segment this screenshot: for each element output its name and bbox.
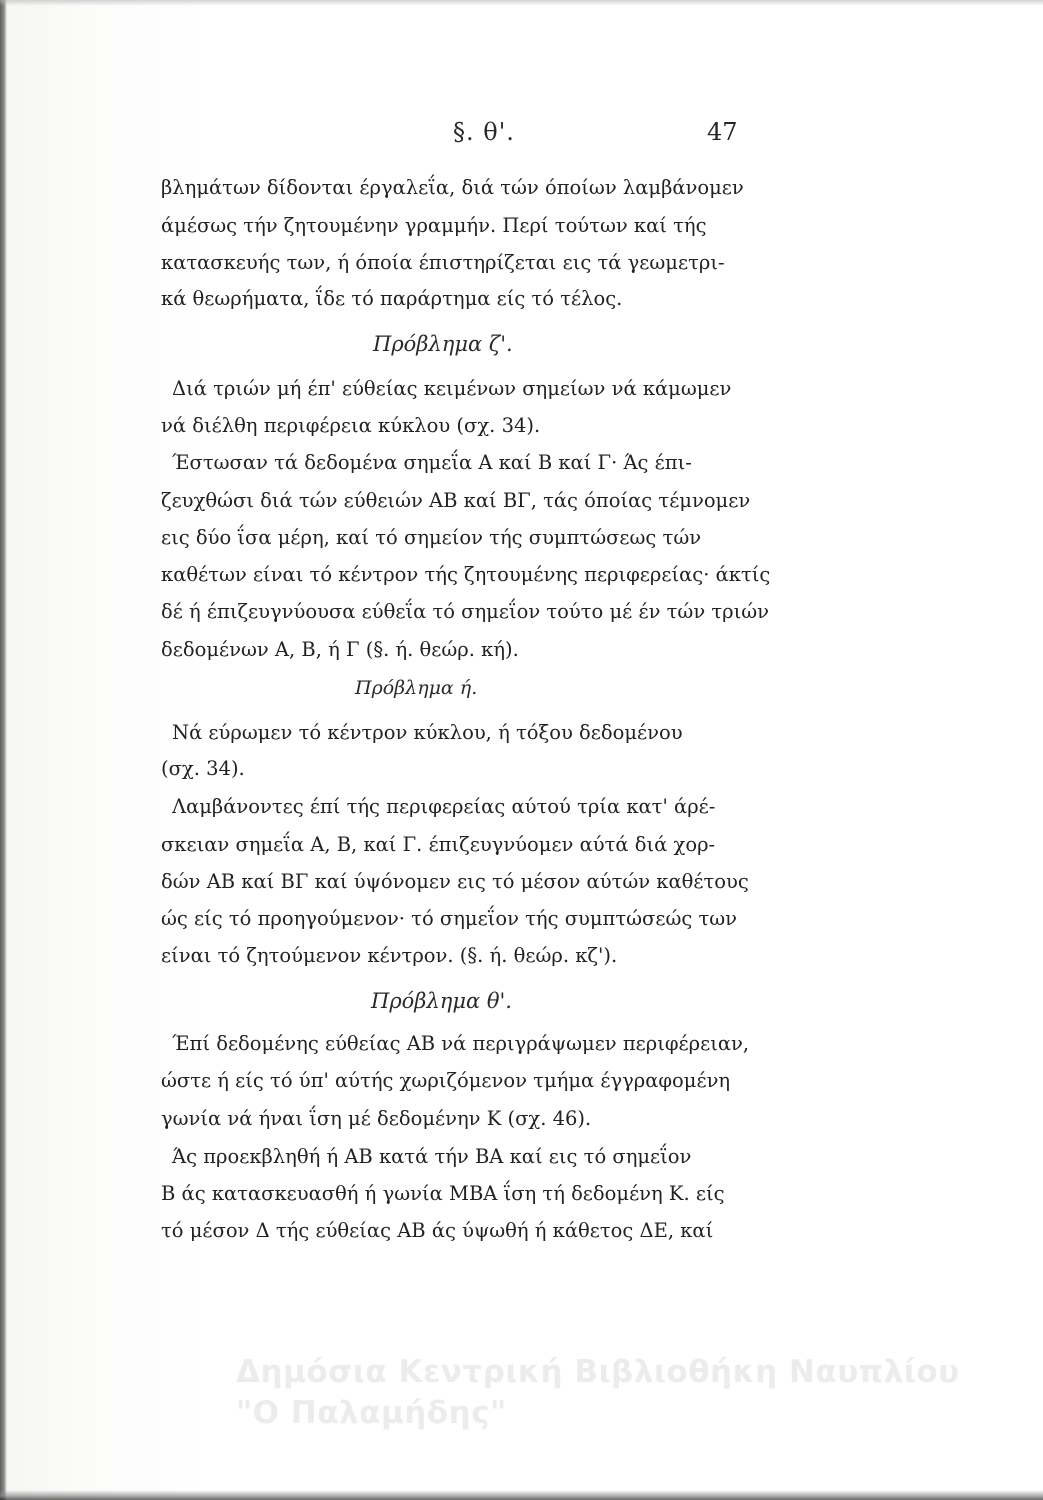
text-line: δέ ή έπιζευγνύουσα εύθεΐα τό σημεΐον τούτο μέ έν τών τριών [161, 600, 770, 623]
text-line: ώστε ή είς τό ύπ' αύτής χωριζόμενον τμήμα έγγραφομένη [161, 1069, 731, 1092]
text-line: εις δύο ΐσα μέρη, καί τό σημείον τής συμπτώσεως τών [161, 526, 702, 549]
text-line: ώς είς τό προηγούμενον· τό σημεΐον τής συμπτώσεώς των [161, 907, 738, 930]
text-line: Έπί δεδομένης εύθείας ΑΒ νά περιγράψωμεν περιφέρειαν, [172, 1032, 750, 1055]
text-line: νά διέλθη περιφέρεια κύκλου (σχ. 34). [161, 414, 541, 437]
text-line: Νά εύρωμεν τό κέντρον κύκλου, ή τόξου δεδομένου [172, 721, 683, 744]
page-edge-shadow-bottom [0, 1490, 1043, 1500]
page-number: 47 [707, 118, 738, 146]
text-line: κά θεωρήματα, ΐδε τό παράρτημα είς τό τέλος. [161, 287, 623, 310]
text-line: βλημάτων δίδονται έργαλεΐα, διά τών όποίων λαμβάνομεν [161, 176, 744, 199]
problem-heading-8: Πρόβλημα ή. [355, 677, 478, 699]
text-line: τό μέσον Δ τής εύθείας ΑΒ άς ύψωθή ή κάθετος ΔΕ, καί [161, 1219, 714, 1242]
text-line: είναι τό ζητούμενον κέντρον. (§. ή. θεώρ. κζ'). [161, 944, 618, 967]
text-line: Β άς κατασκευασθή ή γωνία ΜΒΑ ΐση τή δεδομένη Κ. είς [161, 1182, 725, 1205]
text-line: γωνία νά ήναι ΐση μέ δεδομένην Κ (σχ. 46). [161, 1107, 592, 1130]
text-line: δεδομένων Α, Β, ή Γ (§. ή. θεώρ. κή). [161, 638, 519, 661]
text-line: Άς προεκβληθή ή ΑΒ κατά τήν ΒΑ καί εις τό σημεΐον [172, 1145, 692, 1168]
text-line: (σχ. 34). [161, 757, 245, 780]
page-edge-shadow-left [0, 0, 7, 1500]
text-line: σκειαν σημεΐα Α, Β, καί Γ. έπιζευγνύομεν αύτά διά χορ- [161, 833, 716, 856]
text-line: Διά τριών μή έπ' εύθείας κειμένων σημείων νά κάμωμεν [172, 377, 732, 400]
text-line: άμέσως τήν ζητουμένην γραμμήν. Περί τούτων καί τής [161, 214, 707, 237]
section-marker: §. θ'. [453, 118, 515, 146]
text-line: καθέτων είναι τό κέντρον τής ζητουμένης περιφερείας· άκτίς [161, 563, 771, 586]
text-line: Έστωσαν τά δεδομένα σημεΐα Α καί Β καί Γ· Άς έπι- [172, 451, 692, 474]
text-line: δών ΑΒ καί ΒΓ καί ύψόνομεν εις τό μέσον αύτών καθέτους [161, 870, 749, 893]
watermark-line-1: Δημόσια Κεντρική Βιβλιοθήκη Ναυπλίου [236, 1354, 960, 1390]
page-edge-shadow-top [0, 0, 1043, 6]
text-line: κατασκευής των, ή όποία έπιστηρίζεται εις τά γεωμετρι- [161, 251, 725, 274]
library-watermark [236, 1352, 1006, 1434]
problem-heading-9: Πρόβλημα θ'. [371, 989, 512, 1013]
problem-heading-7: Πρόβλημα ζ'. [373, 332, 513, 356]
text-line: ζευχθώσι διά τών εύθειών ΑΒ καί ΒΓ, τάς όποίας τέμνομεν [161, 489, 751, 512]
watermark-line-2: "Ο Παλαμήδης" [236, 1395, 507, 1432]
text-line: Λαμβάνοντες έπί τής περιφερείας αύτού τρία κατ' άρέ- [172, 795, 716, 818]
